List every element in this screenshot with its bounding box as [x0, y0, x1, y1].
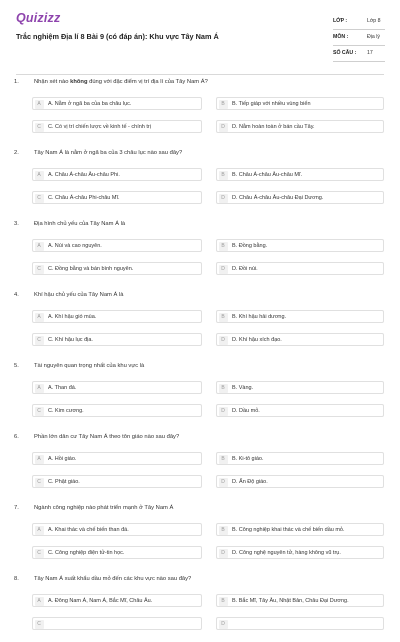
option-text: D. Ấn Độ giáo.	[232, 478, 268, 485]
meta-value: 17	[367, 50, 373, 56]
question-text-emphasis: không	[70, 79, 88, 85]
answer-option-a[interactable]	[32, 168, 202, 181]
answer-option-a[interactable]	[32, 594, 202, 607]
option-text: C. Châu Á-châu Phi-châu Mĩ.	[48, 194, 120, 201]
answer-option-d[interactable]	[216, 475, 384, 488]
question-item	[0, 216, 400, 287]
option-text: A. Khí hậu gió mùa.	[48, 313, 97, 320]
option-text: C. Phật giáo.	[48, 478, 80, 485]
option-text: D. Dầu mỏ.	[232, 407, 260, 414]
question-number: 1.	[14, 79, 19, 85]
meta-key: SỐ CÂU :	[333, 50, 357, 56]
question-number: 8.	[14, 576, 19, 582]
question-item	[0, 500, 400, 571]
worksheet-title: Trắc nghiệm Địa lí 8 Bài 9 (có đáp án): Khu vực Tây Nam Á	[16, 32, 219, 41]
option-letter-badge: D	[219, 407, 228, 416]
question-number: 6.	[14, 434, 19, 440]
option-text: B. Bắc Mĩ, Tây Âu, Nhật Bản, Châu Đại Dương.	[232, 597, 349, 604]
question-text	[34, 150, 182, 156]
option-letter-badge: A	[35, 455, 44, 464]
option-text: D. Nằm hoàn toàn ở bán cầu Tây.	[232, 123, 315, 130]
option-letter-badge: C	[35, 407, 44, 416]
option-letter-badge: C	[35, 478, 44, 487]
option-text: A. Núi và cao nguyên.	[48, 242, 102, 249]
answer-option-d[interactable]	[216, 546, 384, 559]
option-text: C. Đồng bằng và bán bình nguyên.	[48, 265, 134, 272]
question-text	[34, 576, 191, 582]
question-number: 5.	[14, 363, 19, 369]
option-text: C. Công nghiệp điện tử-tin học.	[48, 549, 125, 556]
answer-option-c[interactable]	[32, 617, 202, 630]
option-text: A. Hồi giáo.	[48, 455, 77, 462]
answer-option-b[interactable]	[216, 97, 384, 110]
question-text	[34, 221, 125, 227]
answer-option-b[interactable]	[216, 381, 384, 394]
option-letter-badge: C	[35, 336, 44, 345]
answer-option-c[interactable]	[32, 475, 202, 488]
option-letter-badge: C	[35, 620, 44, 629]
option-letter-badge: D	[219, 478, 228, 487]
answer-option-c[interactable]	[32, 120, 202, 133]
option-text: B. Vàng.	[232, 384, 254, 391]
option-letter-badge: A	[35, 384, 44, 393]
option-letter-badge: D	[219, 194, 228, 203]
question-item	[0, 429, 400, 500]
question-text-part: Tài nguyên quan trọng nhất của khu vực là	[34, 363, 145, 369]
meta-key: LỚP :	[333, 18, 348, 24]
question-number: 4.	[14, 292, 19, 298]
answer-option-d[interactable]	[216, 404, 384, 417]
option-letter-badge: B	[219, 526, 228, 535]
answer-option-a[interactable]	[32, 310, 202, 323]
question-text-part: Nhận xét nào	[34, 79, 71, 85]
answer-option-b[interactable]	[216, 310, 384, 323]
answer-option-b[interactable]	[216, 594, 384, 607]
option-letter-badge: A	[35, 597, 44, 606]
worksheet-meta	[333, 14, 385, 62]
question-text-part: Ngành công nghiệp nào phát triển mạnh ở Tây Nam Á	[34, 505, 174, 511]
option-text: D. Đồi núi.	[232, 265, 258, 272]
option-letter-badge: A	[35, 526, 44, 535]
question-item	[0, 145, 400, 216]
answer-option-a[interactable]	[32, 452, 202, 465]
option-letter-badge: B	[219, 313, 228, 322]
option-letter-badge: C	[35, 123, 44, 132]
question-item	[0, 74, 400, 145]
answer-option-d[interactable]	[216, 262, 384, 275]
option-text: B. Công nghiệp khai thác và chế biến dầu mỏ.	[232, 526, 345, 533]
option-letter-badge: A	[35, 171, 44, 180]
option-text: A. Than đá.	[48, 384, 77, 391]
answer-option-a[interactable]	[32, 239, 202, 252]
meta-row-question-count	[333, 46, 385, 62]
question-text-part: Khí hậu chủ yếu của Tây Nam Á là	[34, 292, 124, 298]
answer-option-c[interactable]	[32, 404, 202, 417]
question-text	[34, 434, 179, 440]
answer-option-c[interactable]	[32, 191, 202, 204]
option-letter-badge: B	[219, 171, 228, 180]
option-letter-badge: C	[35, 549, 44, 558]
answer-option-b[interactable]	[216, 168, 384, 181]
question-list	[0, 74, 400, 642]
option-text: B. Ki-tô giáo.	[232, 455, 264, 462]
meta-value: Địa lý	[367, 34, 380, 40]
answer-option-b[interactable]	[216, 239, 384, 252]
option-letter-badge: A	[35, 100, 44, 109]
option-letter-badge: B	[219, 242, 228, 251]
question-text-part: đúng với đặc điểm vị trí địa lí của Tây Nam Á?	[87, 79, 208, 85]
option-letter-badge: B	[219, 100, 228, 109]
option-letter-badge: D	[219, 123, 228, 132]
answer-option-d[interactable]	[216, 617, 384, 630]
question-number: 3.	[14, 221, 19, 227]
option-text: D. Công nghệ nguyên tử, hàng không vũ trụ.	[232, 549, 341, 556]
option-text: C. Khí hậu lục địa.	[48, 336, 93, 343]
option-text: B. Đồng bằng.	[232, 242, 268, 249]
question-text	[34, 363, 144, 369]
option-text: D. Khí hậu xích đạo.	[232, 336, 282, 343]
option-letter-badge: D	[219, 549, 228, 558]
question-number: 7.	[14, 505, 19, 511]
question-item	[0, 287, 400, 358]
question-text-part: Địa hình chủ yếu của Tây Nam Á là	[34, 221, 126, 227]
question-text-part: Tây Nam Á xuất khẩu dầu mỏ đến các khu vực nào sau đây?	[34, 576, 192, 582]
option-letter-badge: D	[219, 265, 228, 274]
option-text: A. Đông Nam Á, Nam Á, Bắc Mĩ, Châu Âu.	[48, 597, 153, 604]
option-letter-badge: B	[219, 455, 228, 464]
answer-option-d[interactable]	[216, 191, 384, 204]
option-text: D. Châu Á-châu Âu-châu Đại Dương.	[232, 194, 324, 201]
option-letter-badge: B	[219, 597, 228, 606]
question-item	[0, 571, 400, 642]
option-text: A. Châu Á-châu Âu-châu Phi.	[48, 171, 120, 178]
option-letter-badge: D	[219, 620, 228, 629]
option-letter-badge: A	[35, 313, 44, 322]
option-text: A. Nằm ở ngã ba của ba châu lục.	[48, 100, 132, 107]
answer-option-a[interactable]	[32, 97, 202, 110]
answer-option-c[interactable]	[32, 262, 202, 275]
option-letter-badge: C	[35, 265, 44, 274]
option-text: B. Tiếp giáp với nhiều vùng biển	[232, 100, 311, 107]
question-number: 2.	[14, 150, 19, 156]
option-text: B. Khí hậu hải dương.	[232, 313, 287, 320]
option-letter-badge: B	[219, 384, 228, 393]
answer-option-a[interactable]	[32, 381, 202, 394]
answer-option-c[interactable]	[32, 333, 202, 346]
question-text-part: Tây Nam Á là nằm ở ngã ba của 3 châu lục nào sau đây?	[34, 150, 183, 156]
option-text: C. Kim cương.	[48, 407, 84, 414]
option-letter-badge: D	[219, 336, 228, 345]
meta-row-grade	[333, 14, 385, 30]
option-text: C. Có vị trí chiến lược về kinh tế - chính trị	[48, 123, 151, 130]
meta-key: MÔN :	[333, 34, 349, 40]
question-text-part: Phần lớn dân cư Tây Nam Á theo tôn giáo nào sau đây?	[34, 434, 180, 440]
worksheet-header	[0, 0, 400, 62]
quizizz-logo[interactable]: Quizizz	[16, 11, 61, 25]
question-text	[34, 292, 123, 298]
answer-option-d[interactable]	[216, 333, 384, 346]
question-item	[0, 358, 400, 429]
option-text: A. Khai thác và chế biến than đá.	[48, 526, 129, 533]
question-text	[34, 79, 208, 85]
meta-value: Lớp 8	[367, 18, 381, 24]
answer-option-b[interactable]	[216, 523, 384, 536]
option-letter-badge: A	[35, 242, 44, 251]
answer-option-c[interactable]	[32, 546, 202, 559]
answer-option-d[interactable]	[216, 120, 384, 133]
question-text	[34, 505, 173, 511]
meta-row-subject	[333, 30, 385, 46]
answer-option-a[interactable]	[32, 523, 202, 536]
answer-option-b[interactable]	[216, 452, 384, 465]
option-text: B. Châu Á-châu Âu-châu Mĩ.	[232, 171, 303, 178]
option-letter-badge: C	[35, 194, 44, 203]
